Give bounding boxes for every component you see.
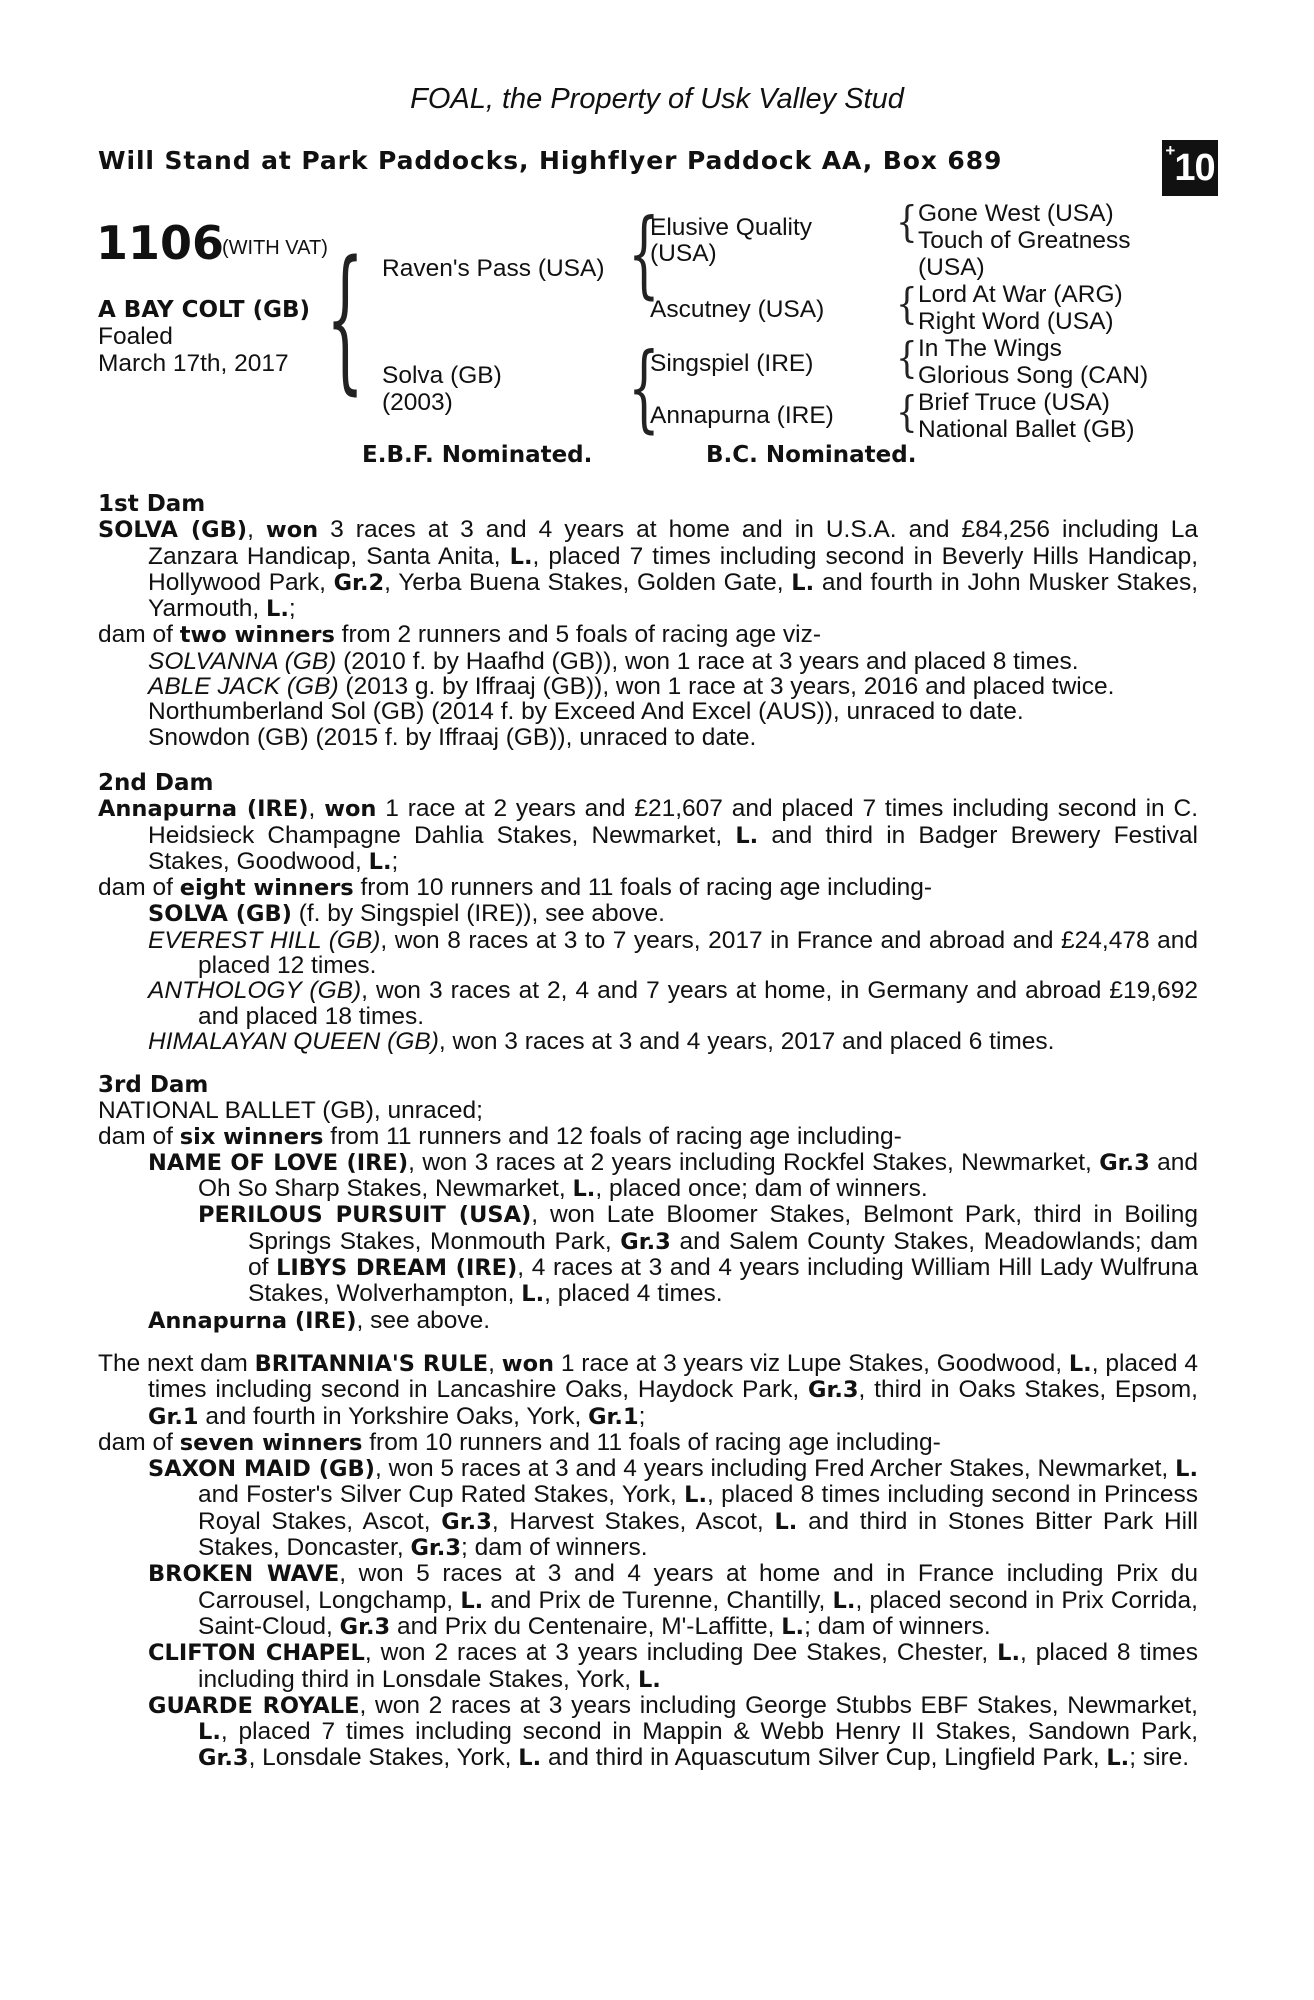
third-dam-heading: 3rd Dam bbox=[98, 1072, 209, 1098]
next-dam-produce: dam of seven winners from 10 runners and 11 foals of racing age including- bbox=[98, 1428, 941, 1456]
pedigree-dam-sire: Singspiel (IRE) bbox=[650, 350, 814, 377]
third-dam-section bbox=[98, 1073, 1198, 1334]
pedigree-g6: Glorious Song (CAN) bbox=[918, 362, 1149, 389]
pedigree-g2-line2: (USA) bbox=[918, 254, 985, 281]
first-dam-progeny: Northumberland Sol (GB) (2014 f. by Exceed And Excel (AUS)), unraced to date. bbox=[148, 698, 1024, 726]
pedigree-g2-line1: Touch of Greatness bbox=[918, 227, 1131, 254]
foaled-label: Foaled bbox=[98, 323, 173, 350]
next-dam-section bbox=[98, 1351, 1198, 1772]
pedigree-g1: Gone West (USA) bbox=[918, 200, 1114, 227]
pedigree-sire-sire-line2: (USA) bbox=[650, 240, 717, 267]
next-dam-progeny: BROKEN WAVE, won 5 races at 3 and 4 years at home and in France including Prix du Carrousel, Longchamp, L. and Prix de Turenne, Chantilly, L., placed second in Prix Corrida, Saint-Cloud, Gr.3 and Prix du Centenaire, M'-Laffitte, L.; dam of winners. bbox=[148, 1560, 1198, 1640]
pedigree-brace-g2: { bbox=[896, 279, 918, 330]
second-dam-progeny: ANTHOLOGY (GB), won 3 races at 2, 4 and 7 years at home, in Germany and abroad £19,692 and placed 18 times. bbox=[148, 977, 1198, 1030]
lot-badge bbox=[1162, 140, 1218, 196]
first-dam-progeny: ABLE JACK (GB) (2013 g. by Iffraaj (GB)), won 1 race at 3 years, 2016 and placed twice. bbox=[148, 673, 1115, 701]
second-dam-record: Annapurna (IRE), won 1 race at 2 years and £21,607 and placed 7 times including second in C. Heidsieck Champagne Dahlia Stakes, Newmarket, L. and third in Badger Brewery Festival Stakes, Goodwood, L.; bbox=[98, 795, 1198, 875]
second-dam-progeny: EVEREST HILL (GB), won 8 races at 3 to 7 years, 2017 in France and abroad and £24,478 and placed 12 times. bbox=[148, 926, 1198, 980]
pedigree-dam-line1: Solva (GB) bbox=[382, 362, 502, 389]
third-dam-grand-progeny: PERILOUS PURSUIT (USA), won Late Bloomer Stakes, Belmont Park, third in Boiling Springs Stakes, Monmouth Park, Gr.3 and Salem County Stakes, Meadowlands; dam of LIBYS DREAM (IRE), 4 races at 3 and 4 years including William Hill Lady Wulfruna Stakes, Wolverhampton, L., placed 4 times. bbox=[198, 1201, 1198, 1308]
pedigree-dam-dam: Annapurna (IRE) bbox=[650, 402, 834, 429]
pedigree-g5: In The Wings bbox=[918, 335, 1062, 362]
foaled-date: March 17th, 2017 bbox=[98, 350, 289, 377]
third-dam-produce: dam of six winners from 11 runners and 12 foals of racing age including- bbox=[98, 1122, 902, 1150]
lot-title: A BAY COLT (GB) bbox=[98, 297, 311, 323]
first-dam-progeny: SOLVANNA (GB) (2010 f. by Haafhd (GB)), won 1 race at 3 years and placed 8 times. bbox=[148, 647, 1079, 675]
stand-location: Will Stand at Park Paddocks, Highflyer Paddock AA, Box 689 bbox=[98, 146, 1003, 175]
badge-number: 10 bbox=[1174, 147, 1215, 189]
first-dam-section bbox=[98, 492, 1198, 750]
bc-nominated: B.C. Nominated. bbox=[706, 442, 917, 468]
lot-vat: (WITH VAT) bbox=[222, 237, 328, 259]
pedigree-sire-sire-line1: Elusive Quality bbox=[650, 214, 813, 241]
ebf-nominated: E.B.F. Nominated. bbox=[362, 442, 593, 468]
next-dam-progeny: SAXON MAID (GB), won 5 races at 3 and 4 years including Fred Archer Stakes, Newmarket, L. and Foster's Silver Cup Rated Stakes, York, L., placed 8 times including second in Princess Royal Stakes, Ascot, Gr.3, Harvest Stakes, Ascot, L. and third in Stones Bitter Park Hill Stakes, Doncaster, Gr.3; dam of winners. bbox=[148, 1455, 1198, 1562]
badge-plus: + bbox=[1165, 141, 1175, 160]
pedigree-brace-main: { bbox=[326, 229, 365, 411]
pedigree-brace-g1: { bbox=[896, 197, 918, 248]
pedigree-brace-g4: { bbox=[896, 387, 918, 438]
pedigree-g4: Right Word (USA) bbox=[918, 308, 1114, 335]
third-dam-progeny: Annapurna (IRE), see above. bbox=[148, 1306, 491, 1334]
lot-number: 1106 bbox=[96, 216, 225, 270]
pedigree-brace-sire: { bbox=[628, 198, 660, 309]
pedigree-brace-g3: { bbox=[896, 333, 918, 384]
next-dam-record: The next dam BRITANNIA'S RULE, won 1 race at 3 years viz Lupe Stakes, Goodwood, L., placed 4 times including second in Lancashire Oaks, Haydock Park, Gr.3, third in Oaks Stakes, Epsom, Gr.1 and fourth in Yorkshire Oaks, York, Gr.1; bbox=[98, 1350, 1198, 1430]
pedigree-dam-line2: (2003) bbox=[382, 389, 453, 416]
pedigree-sire-dam: Ascutney (USA) bbox=[650, 296, 825, 323]
pedigree-g8: National Ballet (GB) bbox=[918, 416, 1135, 443]
pedigree-brace-dam: { bbox=[628, 332, 660, 443]
second-dam-section bbox=[98, 771, 1198, 1054]
first-dam-heading: 1st Dam bbox=[98, 491, 206, 517]
third-dam-progeny: NAME OF LOVE (IRE), won 3 races at 2 years including Rockfel Stakes, Newmarket, Gr.3 and Oh So Sharp Stakes, Newmarket, L., placed once; dam of winners. bbox=[148, 1148, 1199, 1203]
first-dam-record: SOLVA (GB), won 3 races at 3 and 4 years at home and in U.S.A. and £84,256 including La Zanzara Handicap, Santa Anita, L., placed 7 times including second in Beverly Hills Handicap, Hollywood Park, Gr.2, Yerba Buena Stakes, Golden Gate, L. and fourth in John Musker Stakes, Yarmouth, L.; bbox=[98, 516, 1199, 623]
pedigree-g3: Lord At War (ARG) bbox=[918, 281, 1123, 308]
first-dam-produce: dam of two winners from 2 runners and 5 foals of racing age viz- bbox=[98, 621, 822, 649]
second-dam-progeny: SOLVA (GB) (f. by Singspiel (IRE)), see above. bbox=[148, 900, 665, 928]
second-dam-produce: dam of eight winners from 10 runners and 11 foals of racing age including- bbox=[98, 874, 933, 902]
third-dam-record: NATIONAL BALLET (GB), unraced; bbox=[98, 1097, 483, 1125]
pedigree-sire: Raven's Pass (USA) bbox=[382, 255, 605, 282]
page-title: FOAL, the Property of Usk Valley Stud bbox=[410, 83, 904, 115]
first-dam-progeny: Snowdon (GB) (2015 f. by Iffraaj (GB)), unraced to date. bbox=[148, 723, 757, 751]
pedigree-g7: Brief Truce (USA) bbox=[918, 389, 1110, 416]
next-dam-progeny: GUARDE ROYALE, won 2 races at 3 years including George Stubbs EBF Stakes, Newmarket, L., placed 7 times including second in Mappin & Webb Henry II Stakes, Sandown Park, Gr.3, Lonsdale Stakes, York, L. and third in Aquascutum Silver Cup, Lingfield Park, L.; sire. bbox=[148, 1691, 1198, 1772]
second-dam-heading: 2nd Dam bbox=[98, 770, 214, 796]
second-dam-progeny: HIMALAYAN QUEEN (GB), won 3 races at 3 and 4 years, 2017 and placed 6 times. bbox=[148, 1027, 1055, 1055]
next-dam-progeny: CLIFTON CHAPEL, won 2 races at 3 years including Dee Stakes, Chester, L., placed 8 times including third in Lonsdale Stakes, York, L. bbox=[148, 1639, 1199, 1693]
